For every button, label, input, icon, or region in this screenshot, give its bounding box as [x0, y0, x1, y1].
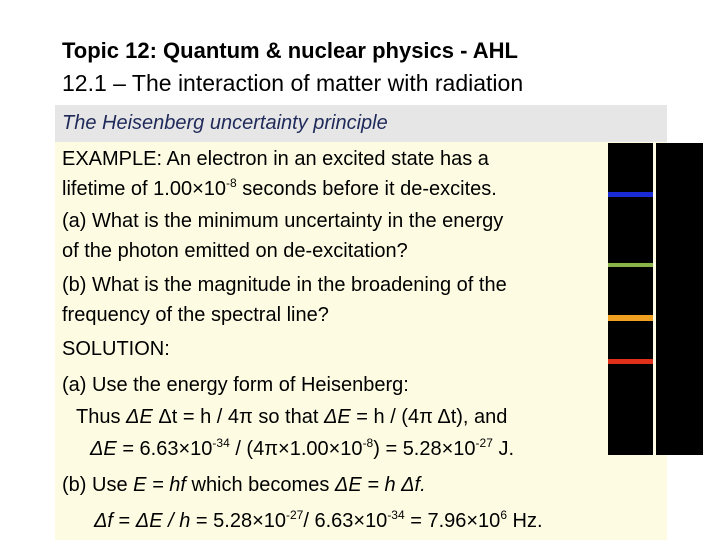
example-line-4: of the photon emitted on de-excitation? [62, 240, 408, 262]
solution-line-deltaE: $\Delta E = 6.63\times 10^{-34} / (4\pi\times 1.00\times 10^{-8}) = 5.28\times 10^{-27}$ J. [90, 436, 515, 460]
example-line-1: EXAMPLE: An electron in an excited state has a [62, 148, 489, 170]
absorption-spectrum-image [656, 143, 703, 455]
solution-line-thus: Thus ΔE Δt = h / 4π so that ΔE = h / (4π Δt), and [76, 406, 508, 428]
spectral-band-orange [608, 315, 653, 321]
emission-spectrum-image [608, 143, 653, 455]
solution-line-b: (b) Use E = hf which becomes ΔE = h Δf. [62, 474, 426, 496]
example-line-5: (b) What is the magnitude in the broadening of the [62, 274, 507, 296]
section-header-bar [55, 105, 667, 142]
solution-line-deltaf: $\Delta f = \Delta E / h = 5.28\times 10^{-27}/$ $6.63\times 10^{-34} = 7.96\times 10^6$ Hz. [94, 508, 543, 532]
example-line-6: frequency of the spectral line? [62, 304, 329, 326]
slide-subtitle: 12.1 – The interaction of matter with radiation [62, 70, 524, 96]
solution-line-a: (a) Use the energy form of Heisenberg: [62, 374, 409, 396]
spectral-band-green [608, 263, 653, 267]
spectral-band-red [608, 359, 653, 364]
solution-label: SOLUTION: [62, 338, 170, 360]
section-heading: The Heisenberg uncertainty principle [62, 112, 388, 134]
times-sign: × [192, 178, 204, 200]
example-line-3: (a) What is the minimum uncertainty in the energy [62, 210, 504, 232]
example-line-2: lifetime of $1.00\times 10^{-8}$ seconds before it de-excites. [62, 176, 497, 200]
spectral-band-blue [608, 192, 653, 197]
slide-title: Topic 12: Quantum & nuclear physics - AHL [62, 38, 518, 63]
